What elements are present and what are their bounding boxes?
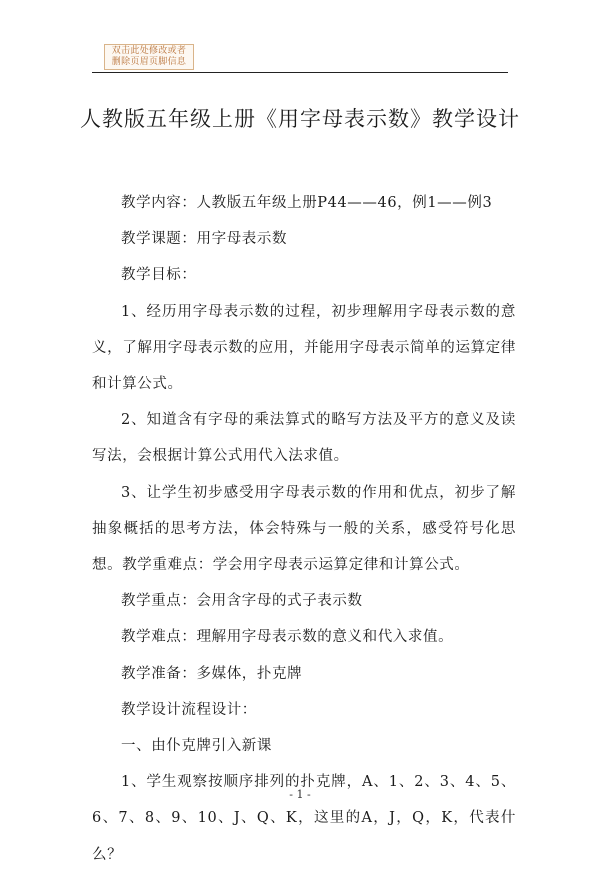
document-title: 人教版五年级上册《用字母表示数》教学设计 xyxy=(80,107,520,131)
paragraph: 1、学生观察按顺序排列的扑克牌，A、1、2、3、4、5、6、7、8、9、10、J、Q、K，这里的A，J，Q，K，代表什么？ xyxy=(92,774,516,863)
paragraph: 教学设计流程设计： xyxy=(121,701,257,718)
header-divider xyxy=(92,72,508,73)
paragraph: 1、经历用字母表示数的过程，初步理解用字母表示数的意义，了解用字母表示数的应用，并能用字母表示简单的运算定律和计算公式。 xyxy=(92,303,516,393)
paragraph: 教学课题：用字母表示数 xyxy=(121,231,288,248)
paragraph: 教学准备：多媒体，扑克牌 xyxy=(121,665,303,682)
paragraph: 教学内容：人教版五年级上册P44——46，例1——例3 xyxy=(121,195,493,211)
paragraph: 教学重点：会用含字母的式子表示数 xyxy=(121,593,363,610)
paragraph: 2、知道含有字母的乘法算式的略写方法及平方的意义及读写法，会根据计算公式用代入法求值。 xyxy=(92,412,516,465)
paragraph: 教学目标： xyxy=(121,267,197,284)
page-number: - 1 - xyxy=(289,788,311,801)
header-stamp-line1: 双击此处修改或者 xyxy=(111,46,187,56)
paragraph: 教学难点：理解用字母表示数的意义和代入求值。 xyxy=(121,629,454,646)
header-edit-stamp[interactable] xyxy=(104,44,194,70)
paragraph: 一、由仆克牌引入新课 xyxy=(121,738,272,755)
paragraph: 3、让学生初步感受用字母表示数的作用和优点，初步了解抽象概括的思考方法，体会特殊与一般的关系，感受符号化思想。教学重难点：学会用字母表示运算定律和计算公式。 xyxy=(92,484,516,574)
document-body xyxy=(92,185,516,873)
header-stamp-line2: 删除页眉页脚信息 xyxy=(111,57,187,67)
